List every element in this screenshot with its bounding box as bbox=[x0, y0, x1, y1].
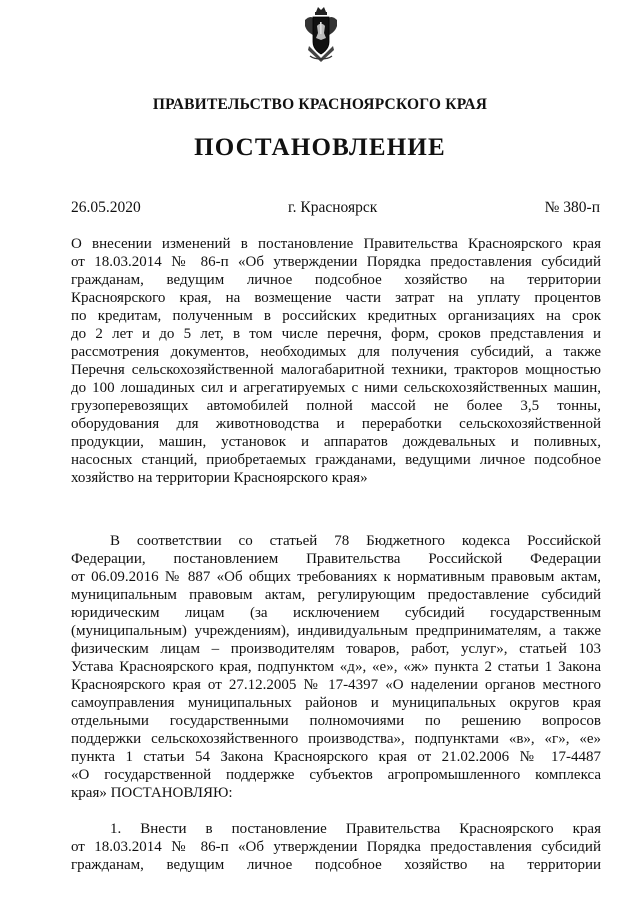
item-1-paragraph bbox=[71, 820, 601, 874]
item-line: от 18.03.2014 № 86-п «Об утверждении Порядка предоставления субсидий bbox=[71, 839, 601, 855]
title-line: гражданам, ведущим личное подсобное хозяйство на территории bbox=[71, 272, 601, 288]
item-line: 1. Внести в постановление Правительства Красноярского края bbox=[110, 821, 601, 837]
title-line: рассмотрения документов, необходимых для получения субсидий, а также bbox=[71, 344, 601, 360]
document-date: 26.05.2020 bbox=[71, 199, 141, 216]
coat-of-arms-icon bbox=[303, 6, 339, 64]
body-line: Красноярского края от 27.12.2005 № 17-4397 «О наделении органов местного bbox=[71, 677, 601, 693]
title-line: от 18.03.2014 № 86-п «Об утверждении Порядка предоставления субсидий bbox=[71, 254, 601, 270]
body-line: (муниципальным) учреждениям), индивидуальным предпринимателям, а также bbox=[71, 623, 601, 639]
document-title-paragraph bbox=[71, 235, 601, 487]
title-line: до 2 лет и до 5 лет, в том числе перечня, форм, сроков представления и bbox=[71, 326, 601, 342]
body-line: юридическим лицам (за исключением субсидий государственным bbox=[71, 605, 601, 621]
body-line: Федерации, постановлением Правительства Российской Федерации bbox=[71, 551, 601, 567]
document-meta bbox=[71, 199, 600, 219]
document-number: № 380-п bbox=[544, 199, 600, 216]
title-line: Красноярского края, на возмещение части затрат на уплату процентов bbox=[71, 290, 601, 306]
body-line: «О государственной поддержке субъектов агропромышленного комплекса bbox=[71, 767, 601, 783]
body-line: физическим лицам – производителям товаров, работ, услуг», статьей 103 bbox=[71, 641, 601, 657]
title-line: грузоперевозящих автомобилей полной массой не более 3,5 тонны, bbox=[71, 398, 601, 414]
title-line: насосных станций, приобретаемых гражданами, ведущими личное подсобное bbox=[71, 452, 601, 468]
body-line: поддержки сельскохозяйственного производства», подпунктами «в», «г», «е» bbox=[71, 731, 601, 747]
item-line: гражданам, ведущим личное подсобное хозяйство на территории bbox=[71, 857, 601, 873]
body-line: отдельными государственными полномочиями по решению вопросов bbox=[71, 713, 601, 729]
body-line: муниципальным правовым актам, регулирующим предоставление субсидий bbox=[71, 587, 601, 603]
document-city: г. Красноярск bbox=[288, 199, 378, 216]
body-line: от 06.09.2016 № 887 «Об общих требованиях к нормативным правовым актам, bbox=[71, 569, 601, 585]
title-line: оборудования для животноводства и переработки сельскохозяйственной bbox=[71, 416, 601, 432]
title-line: хозяйство на территории Красноярского края» bbox=[71, 470, 368, 486]
body-line: В соответствии со статьей 78 Бюджетного кодекса Российской bbox=[110, 533, 601, 549]
title-line: продукции, машин, установок и аппаратов дождевальных и поливных, bbox=[71, 434, 601, 450]
body-line: края» ПОСТАНОВЛЯЮ: bbox=[71, 785, 233, 801]
body-line: пункта 1 статьи 54 Закона Красноярского края от 21.02.2006 № 17-4487 bbox=[71, 749, 601, 765]
document-type: ПОСТАНОВЛЕНИЕ bbox=[194, 134, 446, 161]
title-line: по кредитам, полученным в российских кредитных организациях на срок bbox=[71, 308, 601, 324]
title-line: до 100 лошадиных сил и агрегатируемых с ними сельскохозяйственных машин, bbox=[71, 380, 601, 396]
body-line: Устава Красноярского края, подпунктом «д», «е», «ж» пункта 2 статьи 1 Закона bbox=[71, 659, 601, 675]
title-line: О внесении изменений в постановление Правительства Красноярского края bbox=[71, 236, 601, 252]
preamble-paragraph bbox=[71, 532, 601, 802]
title-line: Перечня сельскохозяйственной малогабаритной техники, тракторов мощностью bbox=[71, 362, 601, 378]
body-line: самоуправления муниципальных районов и муниципальных округов края bbox=[71, 695, 601, 711]
government-name: ПРАВИТЕЛЬСТВО КРАСНОЯРСКОГО КРАЯ bbox=[152, 96, 488, 113]
